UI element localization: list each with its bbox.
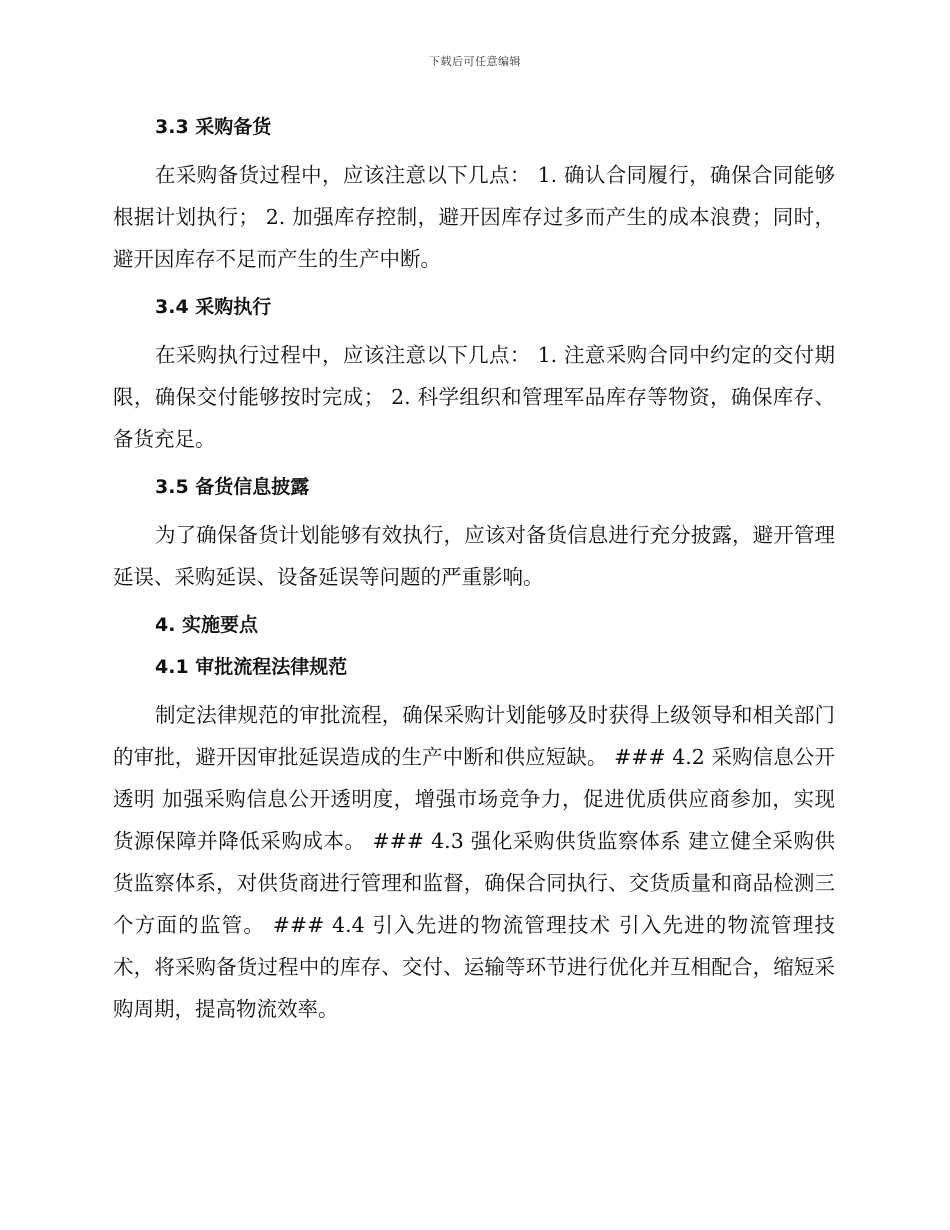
heading-3-5: 3.5 备货信息披露 — [155, 476, 310, 498]
paragraph-3-4: 在采购执行过程中，应该注意以下几点： 1. 注意采购合同中约定的交付期限，确保交付能够按时完成； 2. 科学组织和管理军品库存等物资，确保库存、备货充足。 — [113, 343, 835, 451]
heading-3-4: 3.4 采购执行 — [155, 296, 272, 318]
heading-3-3: 3.3 采购备货 — [155, 116, 272, 138]
heading-4: 4. 实施要点 — [155, 614, 259, 636]
paragraph-4-1: 制定法律规范的审批流程，确保采购计划能够及时获得上级领导和相关部门的审批，避开因审批延误造成的生产中断和供应短缺。 ### 4.2 采购信息公开透明 加强采购信息公开透明度，增强市场竞争力，促进优质供应商参加，实现货源保障并降低采购成本。 ### 4.3 强化采购供货监察体系 建立健全采购供货监察体系，对供货商进行管理和监督，确保合同执行、交货质量和商品检测三个方面的监管。 ### 4.4 引入先进的物流管理技术 引入先进的物流管理技术，将采购备货过程中的库存、交付、运输等环节进行优化并互相配合，缩短采购周期，提高物流效率。 — [113, 703, 835, 1021]
page-header: 下载后可任意编辑 — [429, 55, 521, 68]
paragraph-3-3: 在采购备货过程中，应该注意以下几点： 1. 确认合同履行，确保合同能够根据计划执行； 2. 加强库存控制，避开因库存过多而产生的成本浪费；同时，避开因库存不足而产生的生产中断。 — [113, 163, 835, 271]
paragraph-3-5: 为了确保备货计划能够有效执行，应该对备货信息进行充分披露，避开管理延误、采购延误、设备延误等问题的严重影响。 — [113, 523, 835, 589]
heading-4-1: 4.1 审批流程法律规范 — [155, 656, 348, 678]
document-body — [113, 100, 835, 1038]
